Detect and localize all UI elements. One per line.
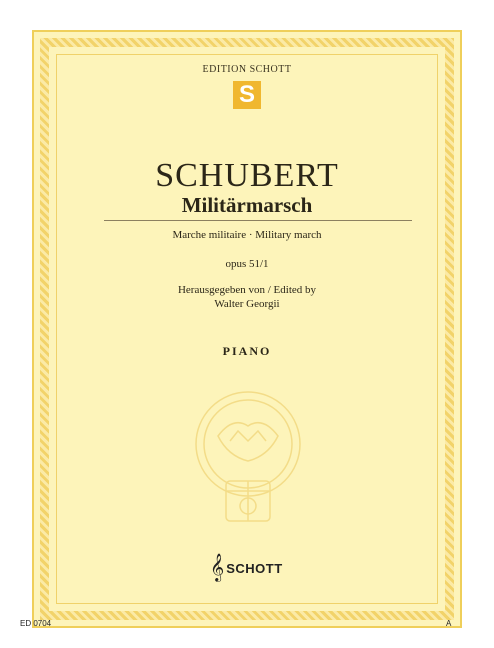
title-divider	[104, 220, 412, 221]
treble-clef-icon: 𝄞	[210, 555, 225, 581]
editor-name: Walter Georgii	[214, 298, 280, 310]
publisher-name: SCHOTT	[226, 560, 283, 576]
schott-logo-icon: S	[233, 81, 261, 109]
score-cover	[32, 30, 462, 628]
crest-watermark-icon	[178, 386, 318, 531]
editor-label: Herausgegeben von / Edited by	[177, 284, 317, 296]
catalog-number: ED 0704	[20, 619, 52, 628]
instrument-label: PIANO	[222, 344, 272, 358]
schott-publisher-logo	[210, 556, 283, 580]
work-subtitle: Marche militaire · Military march	[172, 229, 322, 241]
work-title: Militärmarsch	[181, 193, 313, 217]
edition-letter: A	[446, 619, 452, 628]
composer-name: SCHUBERT	[155, 157, 339, 194]
edition-label: EDITION SCHOTT	[202, 64, 292, 75]
opus-number: opus 51/1	[225, 258, 269, 270]
